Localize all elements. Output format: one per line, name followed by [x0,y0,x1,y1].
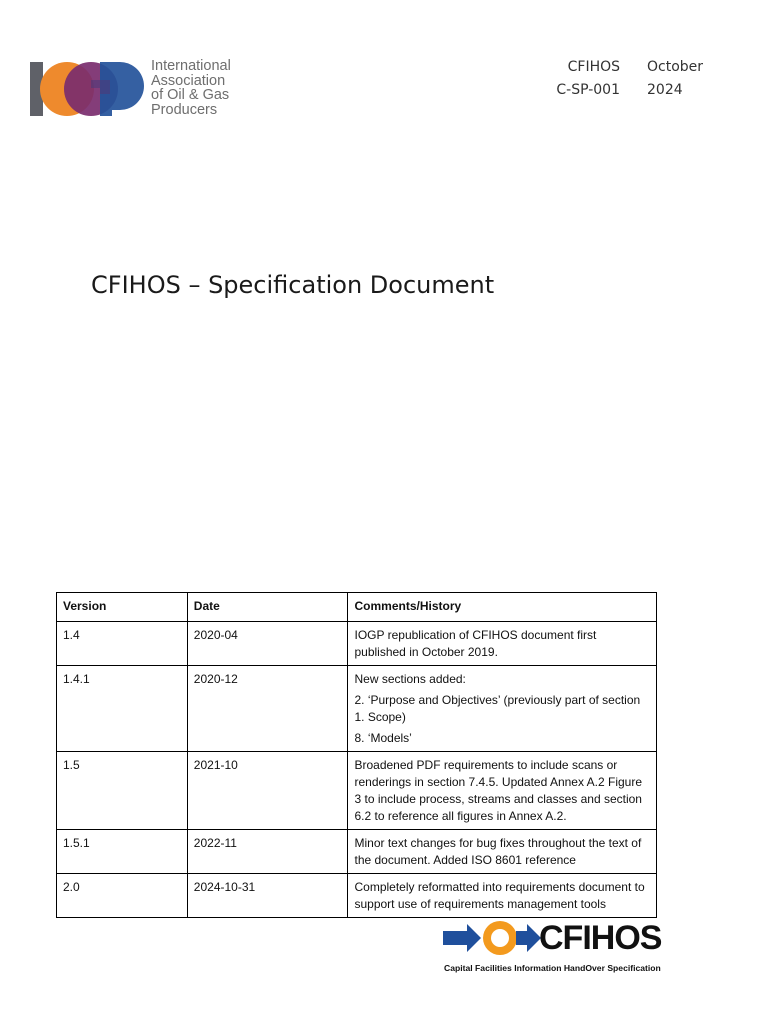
column-header-version: Version [57,593,188,622]
version-cell: 1.5.1 [57,830,188,874]
comment-line: 2. ‘Purpose and Objectives’ (previously part of section 1. Scope) [354,693,641,724]
column-header-comments: Comments/History [348,593,657,622]
comments-cell [348,752,657,830]
org-name-line: Association [151,72,226,89]
org-name-line: of Oil & Gas [151,87,230,103]
doc-month: October [647,59,704,75]
date-cell: 2020-04 [187,622,348,666]
version-cell: 1.4 [57,622,188,666]
table-row [57,752,657,830]
table-row [57,622,657,666]
date-cell: 2021-10 [187,752,348,830]
comment-line: Minor text changes for bug fixes throughout the text of the document. Added ISO 8601 reference [354,836,642,867]
doc-year: 2024 [647,82,683,98]
date-cell: 2020-12 [187,666,348,752]
table-row [57,666,657,752]
version-cell: 2.0 [57,874,188,918]
doc-number: C-SP-001 [556,82,620,98]
iogp-logo [30,58,240,120]
iogp-logo-mark [30,60,146,118]
table-row [57,874,657,918]
cfihos-tagline: Capital Facilities Information HandOver Specification [444,963,661,973]
org-name-line: International [151,58,231,74]
document-reference [545,56,620,102]
comments-cell [348,666,657,752]
date-cell: 2024-10-31 [187,874,348,918]
page-title: CFIHOS – Specification Document [91,271,495,299]
cfihos-logo [443,915,673,977]
org-name-line: Producers [151,101,218,118]
table-header-row [57,593,657,622]
comment-line: New sections added: [354,672,466,686]
comment-line: Broadened PDF requirements to include scans or renderings in section 7.4.5. Updated Annex A.2 Figure 3 to include process, streams and classes and section 6.2 to reference all figures in Annex A.2. [354,758,643,823]
table-row [57,830,657,874]
comment-line: IOGP republication of CFIHOS document first published in October 2019. [354,628,597,659]
iogp-org-name [151,59,231,117]
date-cell: 2022-11 [187,830,348,874]
version-history-table [56,592,657,918]
comments-cell [348,622,657,666]
comment-line: 8. ‘Models’ [354,731,412,745]
comments-cell [348,874,657,918]
comments-cell [348,830,657,874]
comment-line: Completely reformatted into requirements document to support use of requirements management tools [354,880,645,911]
cfihos-wordmark: CFIHOS [539,919,662,957]
doc-code: CFIHOS [567,59,620,75]
cfihos-logo-mark [443,919,543,957]
column-header-date: Date [187,593,348,622]
document-date [647,56,703,102]
version-cell: 1.5 [57,752,188,830]
version-cell: 1.4.1 [57,666,188,752]
